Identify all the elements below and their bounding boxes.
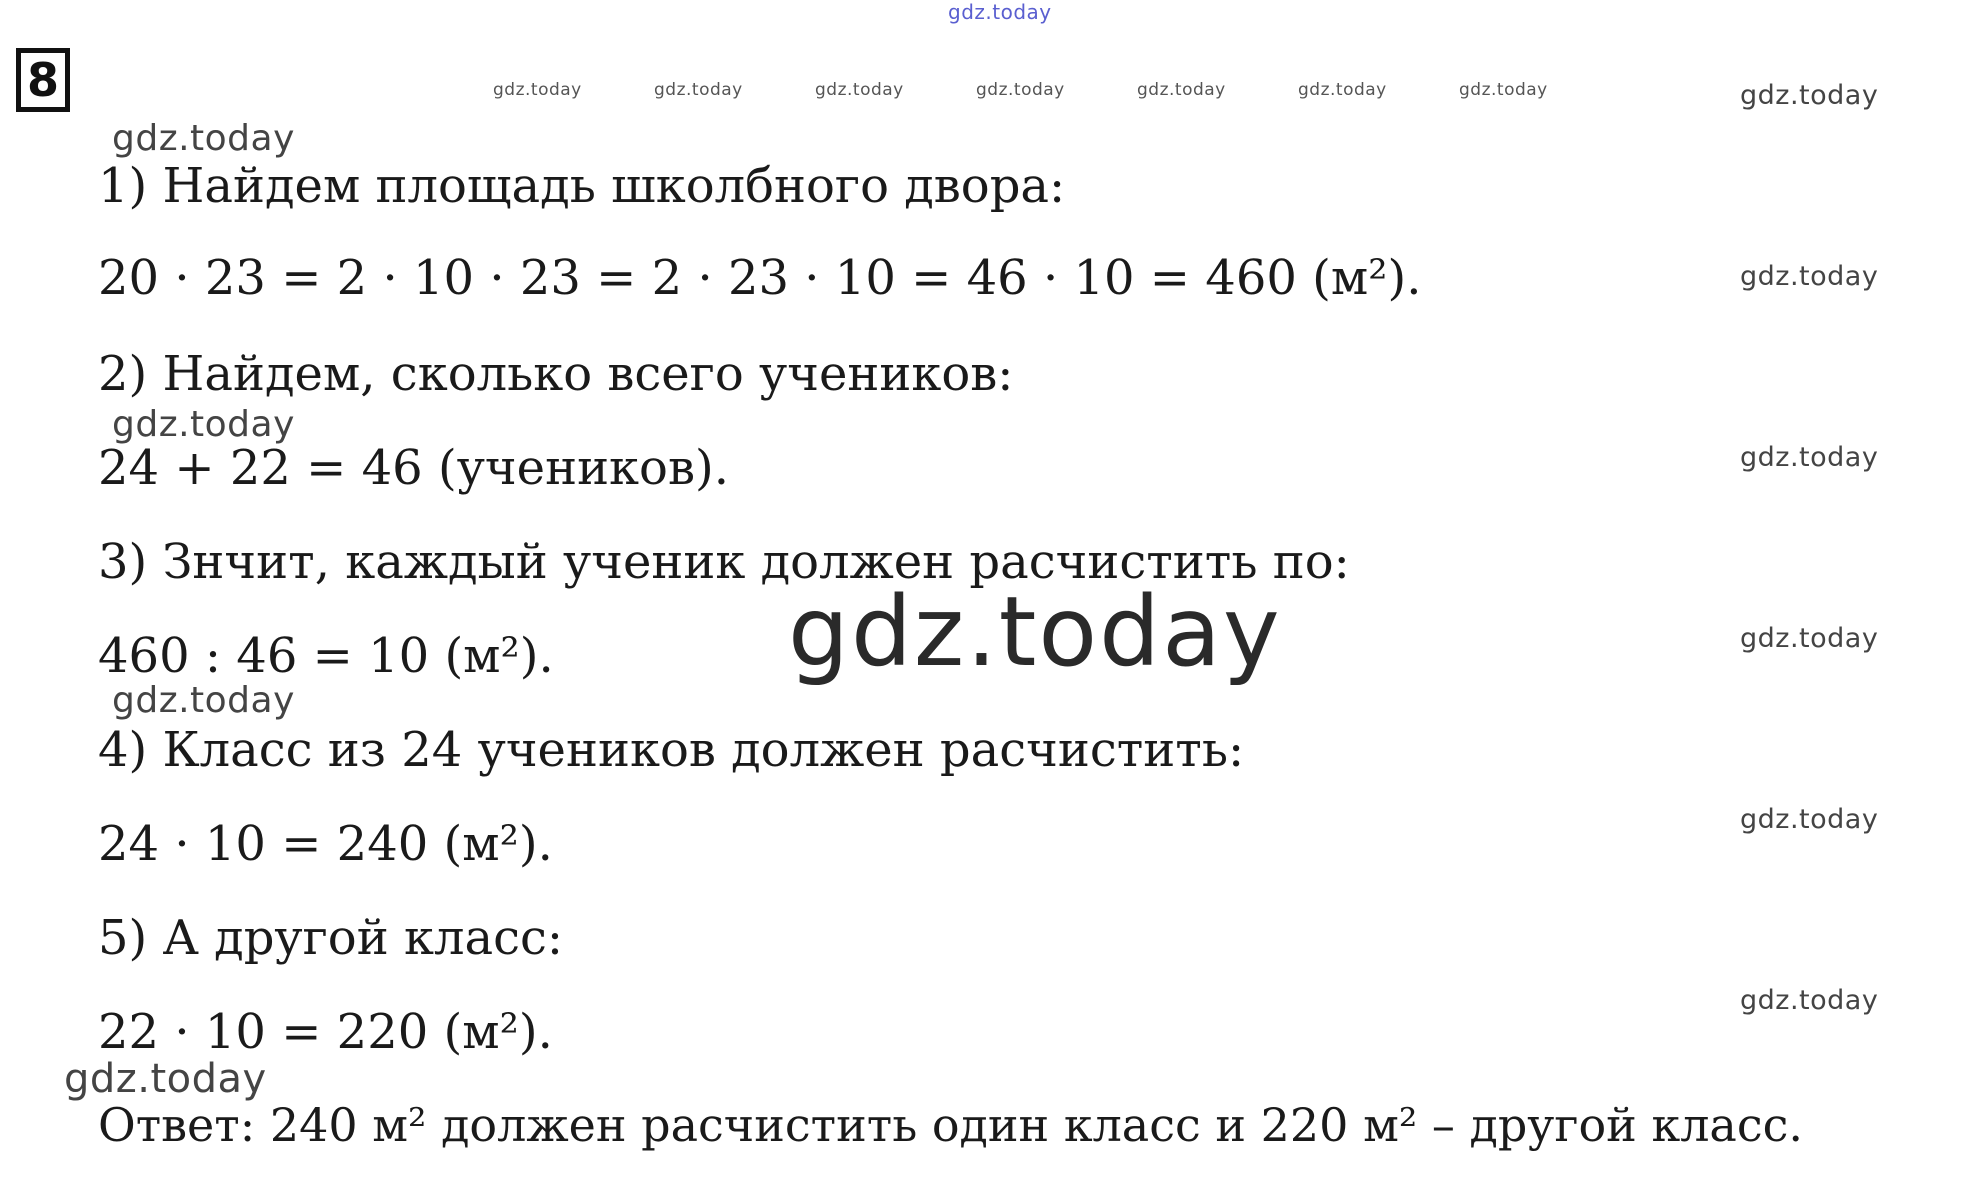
- watermark-left: gdz.today: [112, 404, 295, 445]
- watermark-small: gdz.today: [815, 80, 904, 100]
- watermark-small: gdz.today: [493, 80, 582, 100]
- watermark-right: gdz.today: [1740, 80, 1879, 111]
- watermark-small: gdz.today: [654, 80, 743, 100]
- step5-text: 5) А другой класс:: [98, 910, 563, 966]
- watermark-center: gdz.today: [788, 576, 1282, 688]
- step3-text: 3) Знчит, каждый ученик должен расчистить по:: [98, 534, 1350, 590]
- watermark-left: gdz.today: [64, 1056, 267, 1102]
- step2-calc: 24 + 22 = 46 (учеников).: [98, 440, 729, 496]
- watermark-small: gdz.today: [976, 80, 1065, 100]
- watermark-small: gdz.today: [1459, 80, 1548, 100]
- watermark-right: gdz.today: [1740, 985, 1879, 1016]
- watermark-small: gdz.today: [1137, 80, 1226, 100]
- problem-number: 8: [16, 48, 70, 112]
- watermark-left: gdz.today: [112, 680, 295, 721]
- watermark-right: gdz.today: [1740, 623, 1879, 654]
- step2-text: 2) Найдем, сколько всего учеников:: [98, 346, 1014, 402]
- step1-text: 1) Найдем площадь школбного двора:: [98, 158, 1066, 214]
- step1-calc: 20 · 23 = 2 · 10 · 23 = 2 · 23 · 10 = 46 · 10 = 460 (м²).: [98, 250, 1422, 306]
- watermark-top: gdz.today: [948, 0, 1052, 24]
- step4-calc: 24 · 10 = 240 (м²).: [98, 816, 553, 872]
- watermark-right: gdz.today: [1740, 261, 1879, 292]
- answer-line: Ответ: 240 м² должен расчистить один класс и 220 м² – другой класс.: [98, 1098, 1803, 1152]
- watermark-right: gdz.today: [1740, 804, 1879, 835]
- step5-calc: 22 · 10 = 220 (м²).: [98, 1004, 553, 1060]
- watermark-left: gdz.today: [112, 118, 295, 159]
- watermark-right: gdz.today: [1740, 442, 1879, 473]
- step4-text: 4) Класс из 24 учеников должен расчистить:: [98, 722, 1245, 778]
- step3-calc: 460 : 46 = 10 (м²).: [98, 628, 554, 684]
- watermark-small: gdz.today: [1298, 80, 1387, 100]
